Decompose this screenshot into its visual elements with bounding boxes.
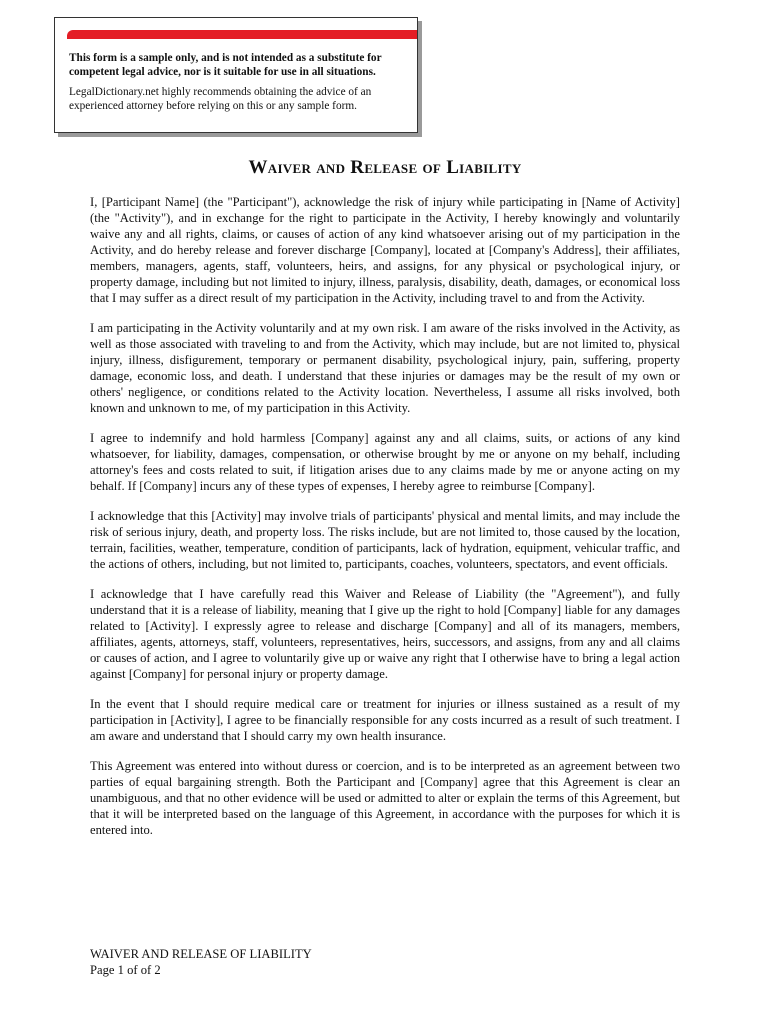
paragraph-interpretation: This Agreement was entered into without duress or coercion, and is to be interpreted as an agreement between two parties of equal bargaining strength. Both the Participant and [Company] agree that this Agreement is clear an unambiguous, and that no other evidence will be used or admitted to alter or explain the terms of this Agreement, but that it will be interpreted based on the language of this Agreement, in accordance with the purposes for which it is entered into. bbox=[90, 759, 680, 837]
document-title: Waiver and Release of Liability bbox=[248, 157, 522, 178]
page-number: Page 1 of of 2 bbox=[90, 963, 161, 977]
paragraph-acknowledgment: I, [Participant Name] (the "Participant"), acknowledge the risk of injury while participating in [Name of Activity] (the "Activity"), and in exchange for the right to participate in the Activity, I hereby knowingly and voluntarily waive any and all rights, claims, or causes of action of any kind whatsoever arising out of my participation in the Activity, and do hereby release and forever discharge [Company], located at [Company's Address], their affiliates, members, managers, agents, staff, volunteers, heirs, and assigns, for any physical or psychological injury, or property damage, including but not limited to injury, illness, paralysis, disability, death, damages, or economical loss that I may suffer as a direct result of my participation in the Activity, including travel to and from the Activity. bbox=[90, 195, 680, 305]
sample-form-notice bbox=[54, 17, 418, 133]
document-body bbox=[90, 194, 680, 852]
paragraph-assumption-of-risk: I am participating in the Activity voluntarily and at my own risk. I am aware of the risks involved in the Activity, as well as those associated with traveling to and from the Activity, which may include, but are not limited to, physical injury, illness, disfigurement, temporary or permanent disability, psychological injury, pain, suffering, property damage, economic loss, and death. I understand that these injuries or damages may be the result of my own or others' negligence, or conditions related to the Activity location. Nevertheless, I assume all risks involved, both known and unknown to me, of my participation in this Activity. bbox=[90, 321, 680, 415]
paragraph-risks: I acknowledge that this [Activity] may involve trials of participants' physical and mental limits, and may include the risk of serious injury, death, and property loss. The risks include, but are not limited to, those caused by the location, terrain, facilities, weather, temperature, condition of participants, lack of hydration, equipment, vehicular traffic, and the actions of others, including, but not limited to, participants, coaches, volunteers, spectators, and event officials. bbox=[90, 509, 680, 571]
paragraph-release: I acknowledge that I have carefully read this Waiver and Release of Liability (the "Agreement"), and fully understand that it is a release of liability, meaning that I give up the right to hold [Company] liable for any damages related to [Activity]. I expressly agree to release and discharge [Company] and all of its managers, members, affiliates, agents, attorneys, staff, volunteers, representatives, heirs, successors, and assigns, from any and all claims or causes of action, and I agree to voluntarily give up or waive any right that I otherwise have to bring a legal action against [Company] for personal injury or property damage. bbox=[90, 587, 680, 681]
footer-title: WAIVER AND RELEASE OF LIABILITY bbox=[90, 947, 312, 961]
notice-accent-bar bbox=[67, 30, 417, 39]
page-footer bbox=[90, 946, 312, 978]
notice-recommendation: LegalDictionary.net highly recommends obtaining the advice of an experienced attorney before relying on this or any sample form. bbox=[69, 86, 372, 112]
notice-disclaimer: This form is a sample only, and is not intended as a substitute for competent legal advice, nor is it suitable for use in all situations. bbox=[69, 52, 382, 78]
paragraph-indemnification: I agree to indemnify and hold harmless [Company] against any and all claims, suits, or actions of any kind whatsoever, for liability, damages, compensation, or otherwise brought by me or anyone on my behalf, including attorney's fees and costs related to suit, if litigation arises due to any claims made by me or anyone acting on my behalf. If [Company] incurs any of these types of expenses, I hereby agree to reimburse [Company]. bbox=[90, 431, 680, 493]
paragraph-medical: In the event that I should require medical care or treatment for injuries or illness sustained as a result of my participation in [Activity], I agree to be financially responsible for any costs incurred as a result of such treatment. I am aware and understand that I should carry my own health insurance. bbox=[90, 697, 680, 743]
